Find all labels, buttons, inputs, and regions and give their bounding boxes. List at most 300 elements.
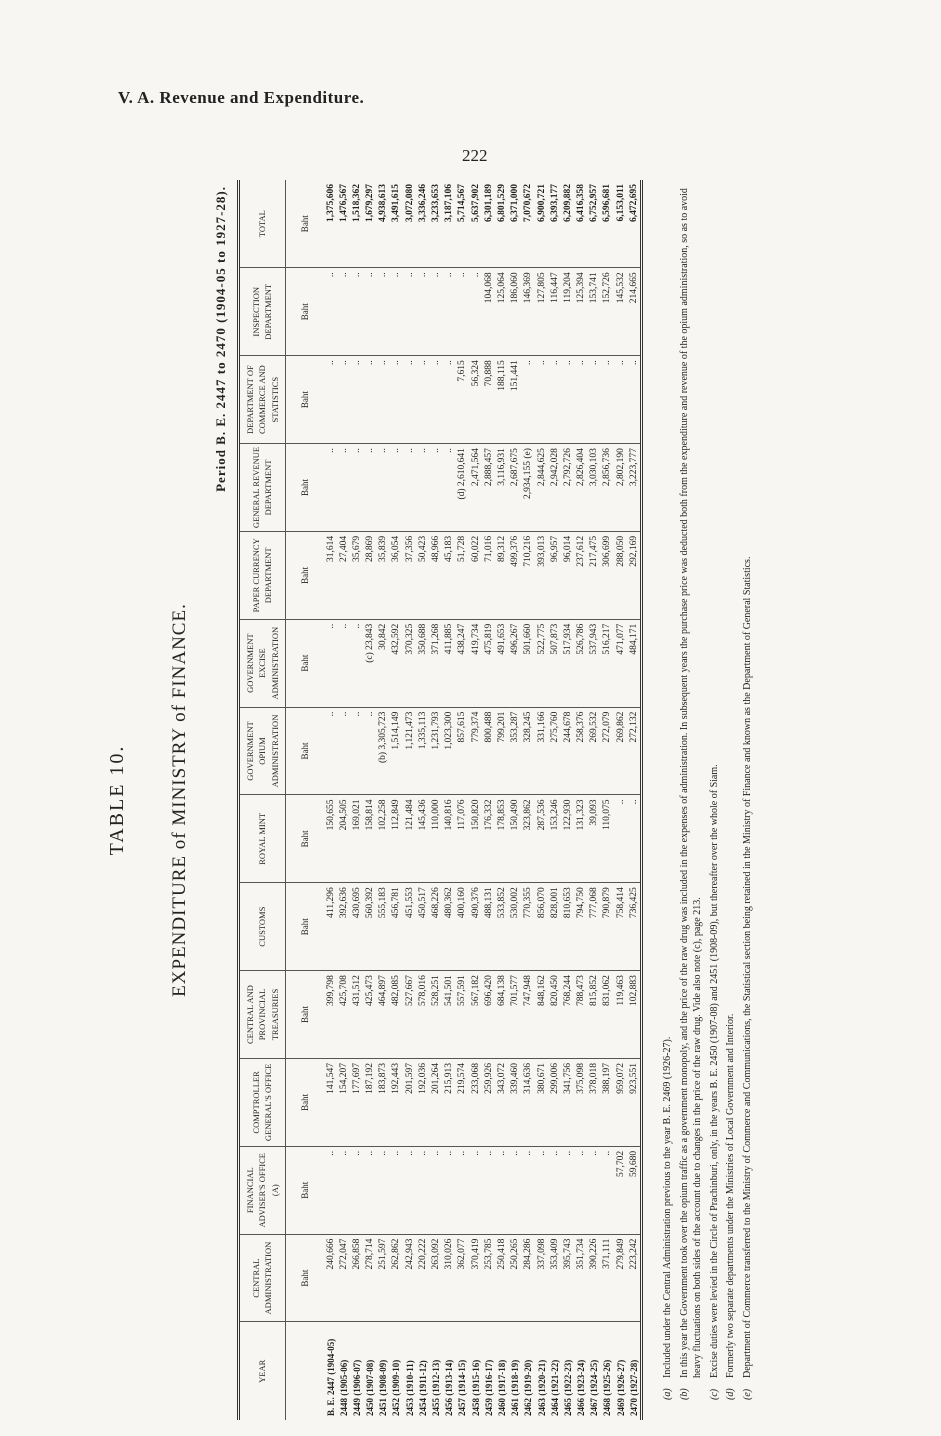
- table-row: [575, 180, 588, 1420]
- value-cell: 777,068: [588, 883, 601, 971]
- table-row: [548, 180, 561, 1420]
- value-cell: 337,098: [535, 1234, 548, 1322]
- value-cell: 2,856,736: [601, 444, 614, 532]
- unit-cell: Baht: [285, 1234, 324, 1322]
- footnote-text: Department of Commerce transferred to the Ministry of Commerce and Communications, the Statistical section being retained in the Ministry of Finance and known as the Department of General Statistics.: [741, 556, 753, 1378]
- value-cell: ..: [403, 356, 416, 444]
- value-cell: ..: [456, 1146, 469, 1234]
- value-cell: ..: [390, 356, 403, 444]
- value-cell: 122,930: [561, 795, 574, 883]
- value-cell: ..: [469, 268, 482, 356]
- value-cell: 36,054: [390, 531, 403, 619]
- value-cell: ..: [390, 268, 403, 356]
- value-cell: 3,223,777: [627, 444, 640, 532]
- value-cell: 127,805: [535, 268, 548, 356]
- value-cell: 507,873: [548, 619, 561, 707]
- value-cell: 150,820: [469, 795, 482, 883]
- value-cell: ..: [377, 444, 390, 532]
- value-cell: 27,404: [337, 531, 350, 619]
- footnote-mark: (e): [741, 1388, 753, 1400]
- value-cell: ..: [350, 707, 363, 795]
- value-cell: 2,687,675: [509, 444, 522, 532]
- value-cell: ..: [443, 1146, 456, 1234]
- value-cell: 269,532: [588, 707, 601, 795]
- value-cell: 187,192: [364, 1058, 377, 1146]
- value-cell: 701,577: [509, 971, 522, 1059]
- value-cell: ..: [429, 356, 442, 444]
- value-cell: ..: [575, 1146, 588, 1234]
- value-cell: 253,785: [482, 1234, 495, 1322]
- value-cell: 125,064: [495, 268, 508, 356]
- period-label: Period B. E. 2447 to 2470 (1904-05 to 1927-28).: [213, 186, 228, 492]
- value-cell: 3,116,931: [495, 444, 508, 532]
- value-cell: ..: [443, 444, 456, 532]
- value-cell: ..: [350, 268, 363, 356]
- value-cell: 464,897: [377, 971, 390, 1059]
- value-cell: 533,852: [495, 883, 508, 971]
- value-cell: 856,070: [535, 883, 548, 971]
- total-cell: 1,375,606: [325, 184, 336, 222]
- value-cell: (c) 23,843: [364, 619, 377, 707]
- value-cell: ..: [324, 356, 337, 444]
- value-cell: ..: [416, 268, 429, 356]
- value-cell: 371,111: [601, 1234, 614, 1322]
- value-cell: 527,667: [403, 971, 416, 1059]
- total-cell: 6,900,721: [536, 184, 547, 222]
- column-header: GOVERNMENT EXCISE ADMINISTRATION: [240, 619, 285, 707]
- unit-cell: Baht: [285, 619, 324, 707]
- value-cell: 541,501: [443, 971, 456, 1059]
- table-body: [285, 180, 640, 1420]
- value-cell: 2,888,457: [482, 444, 495, 532]
- value-cell: 310,026: [443, 1234, 456, 1322]
- value-cell: 2,471,564: [469, 444, 482, 532]
- value-cell: ..: [337, 707, 350, 795]
- value-cell: 2,942,028: [548, 444, 561, 532]
- value-cell: 395,743: [561, 1234, 574, 1322]
- total-cell: 6,301,189: [483, 184, 494, 222]
- page-number: 222: [462, 146, 488, 165]
- value-cell: 328,245: [522, 707, 535, 795]
- value-cell: 96,957: [548, 531, 561, 619]
- footnote-mark: (d): [725, 1388, 737, 1400]
- table-title: TABLE 10.: [106, 744, 128, 856]
- value-cell: ..: [324, 444, 337, 532]
- value-cell: 530,002: [509, 883, 522, 971]
- value-cell: 275,760: [548, 707, 561, 795]
- value-cell: ..: [588, 1146, 601, 1234]
- expenditure-table-frame: [237, 180, 643, 1420]
- total-cell: 5,714,567: [457, 184, 468, 222]
- total-cell: 1,518,362: [351, 184, 362, 222]
- value-cell: 186,060: [509, 268, 522, 356]
- value-cell: 526,786: [575, 619, 588, 707]
- table-row: [561, 180, 574, 1420]
- value-cell: 48,966: [429, 531, 442, 619]
- value-cell: ..: [601, 356, 614, 444]
- value-cell: 278,714: [364, 1234, 377, 1322]
- value-cell: 370,325: [403, 619, 416, 707]
- value-cell: ..: [614, 795, 627, 883]
- value-cell: 438,247: [456, 619, 469, 707]
- value-cell: 121,484: [403, 795, 416, 883]
- value-cell: 450,517: [416, 883, 429, 971]
- column-header: CENTRAL AND PROVINCIAL TREASURIES: [240, 971, 285, 1059]
- value-cell: 341,756: [561, 1058, 574, 1146]
- value-cell: 684,138: [495, 971, 508, 1059]
- value-cell: ..: [627, 356, 640, 444]
- value-cell: 393,013: [535, 531, 548, 619]
- column-header: GENERAL REVENUE DEPARTMENT: [240, 444, 285, 532]
- column-header: PAPER CURRENCY DEPARTMENT: [240, 531, 285, 619]
- table-row: [627, 180, 640, 1420]
- value-cell: 59,680: [627, 1146, 640, 1234]
- value-cell: 517,934: [561, 619, 574, 707]
- value-cell: 848,162: [535, 971, 548, 1059]
- total-cell: 6,371,000: [510, 184, 521, 222]
- value-cell: ..: [469, 1146, 482, 1234]
- value-cell: 747,948: [522, 971, 535, 1059]
- value-cell: ..: [614, 356, 627, 444]
- table-row: [377, 180, 390, 1420]
- value-cell: 299,006: [548, 1058, 561, 1146]
- value-cell: 2,792,726: [561, 444, 574, 532]
- value-cell: 250,418: [495, 1234, 508, 1322]
- value-cell: 831,062: [601, 971, 614, 1059]
- value-cell: 215,913: [443, 1058, 456, 1146]
- value-cell: 2,802,190: [614, 444, 627, 532]
- value-cell: 1,023,300: [443, 707, 456, 795]
- year-cell: 2457 (1914-15): [456, 1322, 469, 1420]
- value-cell: 89,312: [495, 531, 508, 619]
- value-cell: 146,369: [522, 268, 535, 356]
- column-header: COMPTROLLER GENERAL'S OFFICE: [240, 1058, 285, 1146]
- section-heading: V. A. Revenue and Expenditure.: [118, 88, 365, 107]
- value-cell: 214,665: [627, 268, 640, 356]
- column-header: ROYAL MINT: [240, 795, 285, 883]
- value-cell: 484,171: [627, 619, 640, 707]
- value-cell: 959,072: [614, 1058, 627, 1146]
- value-cell: 188,115: [495, 356, 508, 444]
- value-cell: 828,001: [548, 883, 561, 971]
- value-cell: 567,182: [469, 971, 482, 1059]
- value-cell: 150,490: [509, 795, 522, 883]
- value-cell: 178,853: [495, 795, 508, 883]
- value-cell: ..: [364, 707, 377, 795]
- value-cell: ..: [416, 444, 429, 532]
- value-cell: ..: [416, 356, 429, 444]
- total-cell: 1,476,567: [338, 184, 349, 222]
- year-cell: 2465 (1922-23): [561, 1322, 574, 1420]
- value-cell: 176,332: [482, 795, 495, 883]
- value-cell: 110,000: [429, 795, 442, 883]
- value-cell: 250,265: [509, 1234, 522, 1322]
- value-cell: 800,488: [482, 707, 495, 795]
- value-cell: 169,021: [350, 795, 363, 883]
- value-cell: 220,222: [416, 1234, 429, 1322]
- table-row: [601, 180, 614, 1420]
- value-cell: 306,699: [601, 531, 614, 619]
- value-cell: 362,077: [456, 1234, 469, 1322]
- footnote-text: Excise duties were levied in the Circle of Prachinburi, only, in the years B. E. 2450 (1907-08) and 2451 (1908-09), but thereafter over the whole of Siam.: [708, 764, 720, 1378]
- value-cell: 516,217: [601, 619, 614, 707]
- year-cell: 2461 (1918-19): [509, 1322, 522, 1420]
- value-cell: ..: [337, 1146, 350, 1234]
- table-row: [337, 180, 350, 1420]
- value-cell: 272,047: [337, 1234, 350, 1322]
- value-cell: 779,374: [469, 707, 482, 795]
- value-cell: 45,183: [443, 531, 456, 619]
- value-cell: 820,450: [548, 971, 561, 1059]
- value-cell: ..: [429, 1146, 442, 1234]
- value-cell: 339,460: [509, 1058, 522, 1146]
- value-cell: 560,392: [364, 883, 377, 971]
- value-cell: 145,436: [416, 795, 429, 883]
- value-cell: 353,409: [548, 1234, 561, 1322]
- value-cell: 119,204: [561, 268, 574, 356]
- value-cell: 400,160: [456, 883, 469, 971]
- value-cell: 110,075: [601, 795, 614, 883]
- value-cell: ..: [324, 268, 337, 356]
- footnote: [678, 180, 705, 1400]
- value-cell: 392,636: [337, 883, 350, 971]
- value-cell: 353,287: [509, 707, 522, 795]
- value-cell: 375,098: [575, 1058, 588, 1146]
- year-cell: 2449 (1906-07): [350, 1322, 363, 1420]
- value-cell: ..: [416, 1146, 429, 1234]
- table-row: [535, 180, 548, 1420]
- year-cell: 2458 (1915-16): [469, 1322, 482, 1420]
- value-cell: 528,251: [429, 971, 442, 1059]
- value-cell: 233,068: [469, 1058, 482, 1146]
- value-cell: 411,296: [324, 883, 337, 971]
- total-cell: 3,233,653: [431, 184, 442, 222]
- footnotes: [661, 180, 754, 1420]
- value-cell: 768,244: [561, 971, 574, 1059]
- value-cell: 343,072: [495, 1058, 508, 1146]
- unit-cell: [285, 1322, 324, 1420]
- value-cell: (d) 2,610,641: [456, 444, 469, 532]
- year-cell: 2470 (1927-28): [627, 1322, 640, 1420]
- footnote: [661, 180, 675, 1400]
- value-cell: 153,246: [548, 795, 561, 883]
- unit-cell: Baht: [285, 356, 324, 444]
- value-cell: 51,728: [456, 531, 469, 619]
- table-row: [324, 180, 337, 1420]
- table-row: [350, 180, 363, 1420]
- value-cell: 119,463: [614, 971, 627, 1059]
- value-cell: ..: [403, 1146, 416, 1234]
- value-cell: ..: [456, 268, 469, 356]
- units-row: [285, 180, 324, 1420]
- footnote-mark: (a): [662, 1388, 674, 1400]
- value-cell: 217,475: [588, 531, 601, 619]
- column-header: GOVERNMENT OPIUM ADMINISTRATION: [240, 707, 285, 795]
- value-cell: ..: [495, 1146, 508, 1234]
- rotated-table-block: [100, 180, 840, 1420]
- value-cell: ..: [443, 268, 456, 356]
- value-cell: 388,197: [601, 1058, 614, 1146]
- value-cell: 499,376: [509, 531, 522, 619]
- value-cell: 141,547: [324, 1058, 337, 1146]
- year-cell: 2448 (1905-06): [337, 1322, 350, 1420]
- value-cell: 292,169: [627, 531, 640, 619]
- value-cell: 35,679: [350, 531, 363, 619]
- value-cell: 371,268: [429, 619, 442, 707]
- year-cell: 2454 (1911-12): [416, 1322, 429, 1420]
- value-cell: 1,335,113: [416, 707, 429, 795]
- value-cell: 272,079: [601, 707, 614, 795]
- column-header: CENTRAL ADMINISTRATION: [240, 1234, 285, 1322]
- expenditure-table: [240, 180, 640, 1420]
- footnote-mark: (b): [678, 1388, 690, 1400]
- year-cell: 2466 (1923-24): [575, 1322, 588, 1420]
- value-cell: ..: [350, 1146, 363, 1234]
- value-cell: 799,201: [495, 707, 508, 795]
- table-row: [364, 180, 377, 1420]
- unit-cell: Baht: [285, 268, 324, 356]
- value-cell: 7,615: [456, 356, 469, 444]
- value-cell: 419,734: [469, 619, 482, 707]
- value-cell: 154,207: [337, 1058, 350, 1146]
- table-row: [522, 180, 535, 1420]
- table-row: [495, 180, 508, 1420]
- value-cell: 145,532: [614, 268, 627, 356]
- value-cell: ..: [522, 1146, 535, 1234]
- value-cell: 788,473: [575, 971, 588, 1059]
- value-cell: ..: [350, 444, 363, 532]
- value-cell: ..: [350, 619, 363, 707]
- column-header: FINANCIAL ADVISER'S OFFICE (A): [240, 1146, 285, 1234]
- value-cell: 555,183: [377, 883, 390, 971]
- value-cell: ..: [364, 356, 377, 444]
- table-row: [390, 180, 403, 1420]
- value-cell: 266,858: [350, 1234, 363, 1322]
- value-cell: 456,781: [390, 883, 403, 971]
- total-cell: 7,070,672: [523, 184, 534, 222]
- table-row: [456, 180, 469, 1420]
- value-cell: 50,423: [416, 531, 429, 619]
- year-cell: 2453 (1910-11): [403, 1322, 416, 1420]
- value-cell: 204,505: [337, 795, 350, 883]
- value-cell: 390,226: [588, 1234, 601, 1322]
- value-cell: ..: [561, 1146, 574, 1234]
- value-cell: 491,653: [495, 619, 508, 707]
- value-cell: 857,615: [456, 707, 469, 795]
- column-header: CUSTOMS: [240, 883, 285, 971]
- value-cell: 351,734: [575, 1234, 588, 1322]
- value-cell: ..: [324, 619, 337, 707]
- unit-cell: Baht: [285, 1146, 324, 1234]
- value-cell: 537,943: [588, 619, 601, 707]
- value-cell: ..: [535, 1146, 548, 1234]
- total-cell: 1,679,297: [365, 184, 376, 222]
- value-cell: 219,574: [456, 1058, 469, 1146]
- year-cell: 2459 (1916-17): [482, 1322, 495, 1420]
- value-cell: 501,660: [522, 619, 535, 707]
- value-cell: 244,678: [561, 707, 574, 795]
- unit-cell: Baht: [285, 444, 324, 532]
- value-cell: 177,697: [350, 1058, 363, 1146]
- value-cell: 480,362: [443, 883, 456, 971]
- table-row: [614, 180, 627, 1420]
- value-cell: 399,798: [324, 971, 337, 1059]
- value-cell: 288,050: [614, 531, 627, 619]
- value-cell: 39,093: [588, 795, 601, 883]
- value-cell: 240,666: [324, 1234, 337, 1322]
- value-cell: 183,873: [377, 1058, 390, 1146]
- footnote: [724, 180, 738, 1400]
- value-cell: 60,022: [469, 531, 482, 619]
- value-cell: ..: [548, 356, 561, 444]
- value-cell: 425,473: [364, 971, 377, 1059]
- table-row: [469, 180, 482, 1420]
- total-cell: 6,209,882: [562, 184, 573, 222]
- total-cell: 3,072,080: [404, 184, 415, 222]
- value-cell: 31,614: [324, 531, 337, 619]
- total-cell: 6,153,011: [615, 184, 626, 222]
- value-cell: 57,702: [614, 1146, 627, 1234]
- value-cell: 242,943: [403, 1234, 416, 1322]
- value-cell: 758,414: [614, 883, 627, 971]
- value-cell: ..: [482, 1146, 495, 1234]
- table-row: [403, 180, 416, 1420]
- value-cell: 279,849: [614, 1234, 627, 1322]
- value-cell: 471,077: [614, 619, 627, 707]
- value-cell: 475,819: [482, 619, 495, 707]
- table-header-row: [240, 180, 285, 1420]
- unit-cell: Baht: [285, 1058, 324, 1146]
- value-cell: ..: [429, 268, 442, 356]
- column-header: TOTAL: [240, 180, 285, 268]
- value-cell: 488,131: [482, 883, 495, 971]
- year-cell: B. E. 2447 (1904-05): [324, 1322, 337, 1420]
- value-cell: ..: [575, 356, 588, 444]
- year-cell: 2467 (1924-25): [588, 1322, 601, 1420]
- year-cell: 2468 (1925-26): [601, 1322, 614, 1420]
- year-cell: 2451 (1908-09): [377, 1322, 390, 1420]
- unit-cell: Baht: [285, 971, 324, 1059]
- total-cell: 6,416,358: [576, 184, 587, 222]
- total-cell: 3,336,246: [417, 184, 428, 222]
- value-cell: ..: [377, 1146, 390, 1234]
- footnote: [741, 180, 755, 1400]
- value-cell: ..: [337, 268, 350, 356]
- value-cell: 815,852: [588, 971, 601, 1059]
- value-cell: ..: [601, 1146, 614, 1234]
- unit-cell: Baht: [299, 215, 310, 233]
- value-cell: ..: [364, 1146, 377, 1234]
- value-cell: 794,750: [575, 883, 588, 971]
- value-cell: ..: [522, 356, 535, 444]
- value-cell: 116,447: [548, 268, 561, 356]
- value-cell: ..: [509, 1146, 522, 1234]
- total-cell: 5,637,902: [470, 184, 481, 222]
- value-cell: 150,655: [324, 795, 337, 883]
- value-cell: 496,267: [509, 619, 522, 707]
- value-cell: ..: [324, 1146, 337, 1234]
- value-cell: 237,612: [575, 531, 588, 619]
- year-cell: 2455 (1912-13): [429, 1322, 442, 1420]
- value-cell: 431,512: [350, 971, 363, 1059]
- unit-cell: Baht: [285, 531, 324, 619]
- value-cell: ..: [588, 356, 601, 444]
- year-cell: 2460 (1917-18): [495, 1322, 508, 1420]
- value-cell: 696,420: [482, 971, 495, 1059]
- value-cell: 131,323: [575, 795, 588, 883]
- value-cell: ..: [403, 268, 416, 356]
- value-cell: ..: [324, 707, 337, 795]
